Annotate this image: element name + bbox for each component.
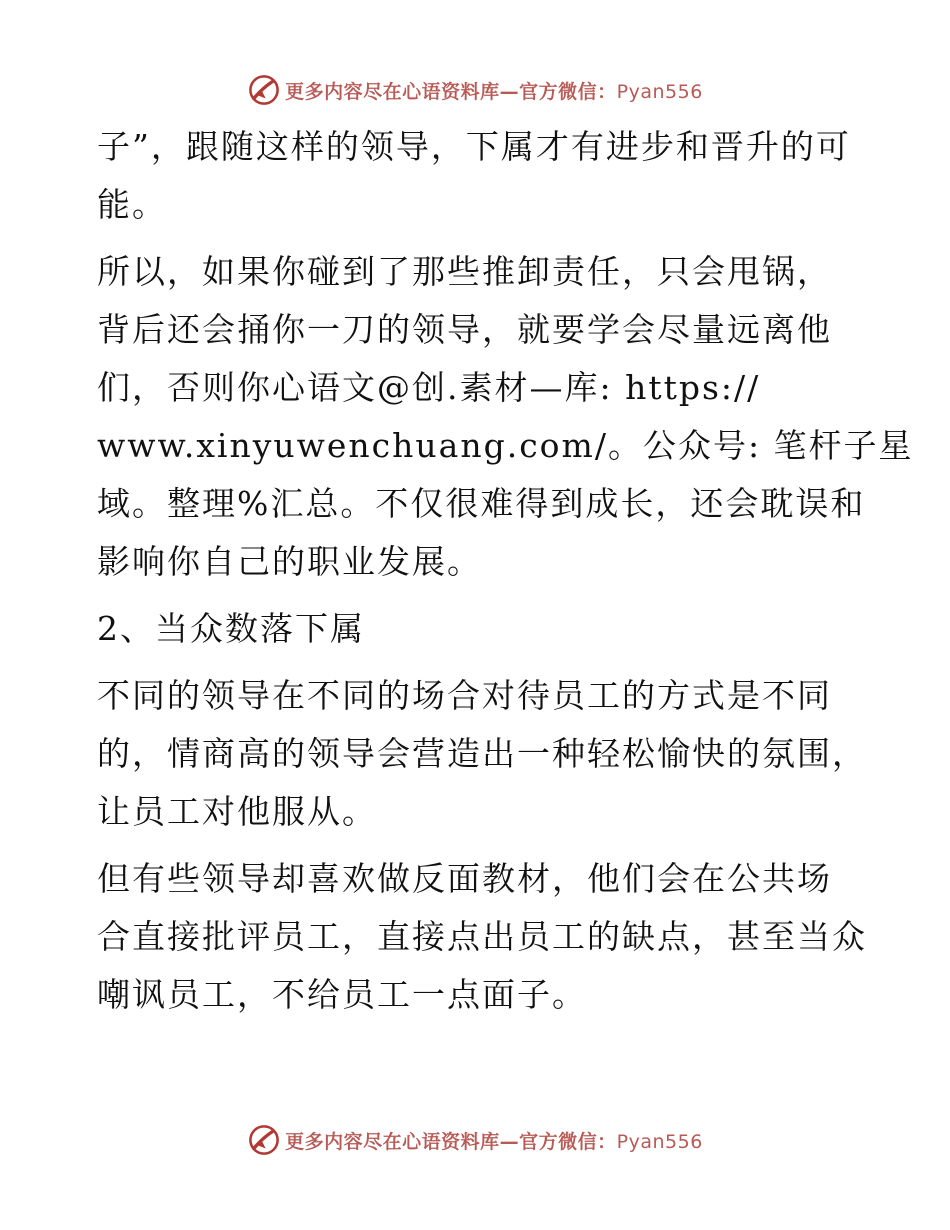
- text-line: 所以，如果你碰到了那些推卸责任，只会甩锅，: [97, 252, 832, 291]
- header-banner-text: [285, 77, 703, 104]
- footer-banner-caption: 更多内容尽在心语资料库—官方微信：: [285, 1130, 617, 1153]
- text-line: 背后还会捅你一刀的领导，就要学会尽量远离他: [97, 310, 832, 349]
- footer-banner-text: [285, 1127, 703, 1154]
- header-watermark-banner: [0, 70, 950, 110]
- text-line: 们，否则你心语文@创.素材—库: https://: [97, 368, 761, 407]
- text-line: 的，情商高的领导会营造出一种轻松愉快的氛围，: [97, 734, 867, 773]
- text-line: 能。: [97, 185, 167, 224]
- text-line: 子”，跟随这样的领导，下属才有进步和晋升的可: [97, 127, 851, 166]
- text-line: www.xinyuwenchuang.com/。公众号: 笔杆子星: [97, 426, 914, 465]
- header-banner-handle: Pyan556: [616, 80, 703, 103]
- text-line: 合直接批评员工，直接点出员工的缺点，甚至当众: [97, 917, 867, 956]
- text-line: 影响你自己的职业发展。: [97, 542, 482, 581]
- header-banner-caption: 更多内容尽在心语资料库—官方微信：: [285, 80, 617, 103]
- document-body: [97, 118, 914, 1033]
- paragraph: [97, 243, 914, 591]
- text-line: 域。整理%汇总。不仅很难得到成长，还会耽误和: [97, 484, 866, 523]
- text-line: 2、当众数落下属: [97, 609, 365, 648]
- paragraph: [97, 667, 867, 841]
- pen-logo-icon: [247, 1123, 281, 1157]
- footer-watermark-banner: [0, 1120, 950, 1160]
- paragraph: [97, 850, 867, 1024]
- pen-logo-icon: [247, 73, 281, 107]
- text-line: 但有些领导却喜欢做反面教材，他们会在公共场: [97, 859, 832, 898]
- text-line: 让员工对他服从。: [97, 792, 377, 831]
- text-line: 嘲讽员工，不给员工一点面子。: [97, 975, 587, 1014]
- paragraph: [97, 600, 857, 658]
- footer-banner-handle: Pyan556: [616, 1130, 703, 1153]
- text-line: 不同的领导在不同的场合对待员工的方式是不同: [97, 676, 832, 715]
- paragraph: [97, 118, 857, 234]
